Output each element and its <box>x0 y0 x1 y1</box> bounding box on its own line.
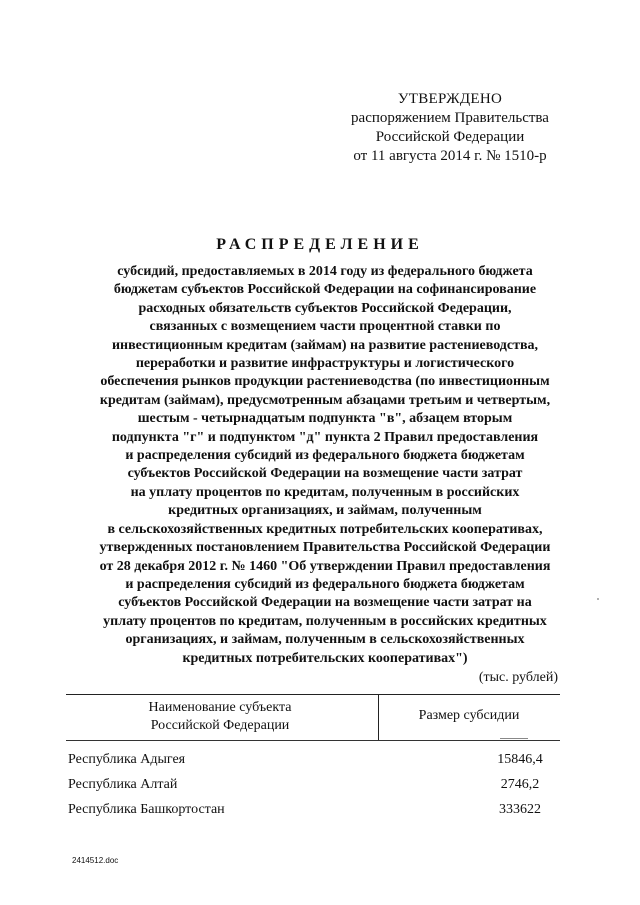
subtitle-line: утвержденных постановлением Правительства Российской Федерации <box>99 540 551 556</box>
subtitle-line: кредитам (займам), предусмотренным абзацами третьим и четвертым, <box>99 392 551 408</box>
subtitle-line: организациях, и займам, полученным в сельскохозяйственных <box>125 632 525 648</box>
subtitle-line: в сельскохозяйственных кредитных потребительских кооперативах, <box>107 521 543 537</box>
table-row <box>68 752 558 772</box>
column-header-subject <box>100 699 340 735</box>
column-header-line: Наименование субъекта <box>148 700 292 715</box>
subtitle-line: инвестиционным кредитам (займам) на развитие растениеводства, <box>111 337 539 353</box>
column-header-line: Российской Федерации <box>150 718 290 733</box>
table-row <box>68 777 558 797</box>
table-rule-mark <box>500 738 528 739</box>
approval-line: Российской Федерации <box>375 129 525 145</box>
subtitle-line: на уплату процентов по кредитам, полученным в российских <box>130 484 520 500</box>
subtitle-line: субсидий, предоставляемых в 2014 году из федерального бюджета <box>117 264 533 279</box>
subsidy-amount: 2746,2 <box>500 777 540 792</box>
subtitle-line: кредитных организациях, и займам, полученным <box>168 503 482 519</box>
subtitle-line: и распределения субсидий из федерального бюджета бюджетам <box>125 448 525 464</box>
column-header-amount: Размер субсидии <box>418 708 520 723</box>
subtitle-line: шестым - четырнадцатым подпункта "в", абзацем вторым <box>137 411 513 427</box>
subtitle-line: расходных обязательств субъектов Российской Федерации, <box>138 300 512 316</box>
subtitle-line: кредитных потребительских кооперативах") <box>182 650 468 666</box>
subtitle-line: и распределения субсидий из федерального бюджета бюджетам <box>125 576 525 592</box>
subtitle-line: уплату процентов по кредитам, полученным в российских кредитных <box>103 613 547 629</box>
table-header-rule <box>66 740 560 741</box>
approval-block <box>330 90 570 166</box>
subsidy-amount: 15846,4 <box>497 752 543 767</box>
subtitle-line: субъектов Российской Федерации на возмещение части затрат на <box>118 595 532 611</box>
subject-name: Республика Башкортостан <box>68 802 225 817</box>
subtitle-line: обеспечения рынков продукции растениеводства (по инвестиционным <box>100 374 550 390</box>
approval-heading: УТВЕРЖДЕНО <box>397 91 503 107</box>
document-subtitle <box>60 263 590 668</box>
approval-date: от 11 августа 2014 г. № 1510-р <box>353 148 547 164</box>
subsidy-amount: 333622 <box>499 802 541 817</box>
scan-speck <box>597 598 599 600</box>
units-label: (тыс. рублей) <box>478 670 558 685</box>
table-row <box>68 802 558 822</box>
subject-name: Республика Адыгея <box>68 752 186 767</box>
approval-line: распоряжением Правительства <box>351 110 549 126</box>
subtitle-line: переработки и развитие инфраструктуры и логистического <box>135 356 515 372</box>
subtitle-line: от 28 декабря 2012 г. № 1460 "Об утверждении Правил предоставления <box>99 558 551 574</box>
file-name-footer: 2414512.doc <box>72 856 119 865</box>
document-title: РАСПРЕДЕЛЕНИЕ <box>216 236 424 253</box>
subtitle-line: связанных с возмещением части процентной ставки по <box>149 319 501 335</box>
subtitle-line: бюджетам субъектов Российской Федерации на софинансирование <box>113 282 537 298</box>
subtitle-line: субъектов Российской Федерации на возмещение части затрат <box>127 466 523 482</box>
table-column-divider <box>378 694 379 740</box>
subtitle-line: подпункта "г" и подпунктом "д" пункта 2 Правил предоставления <box>111 429 539 445</box>
subject-name: Республика Алтай <box>68 777 178 792</box>
table-top-rule <box>66 694 560 695</box>
